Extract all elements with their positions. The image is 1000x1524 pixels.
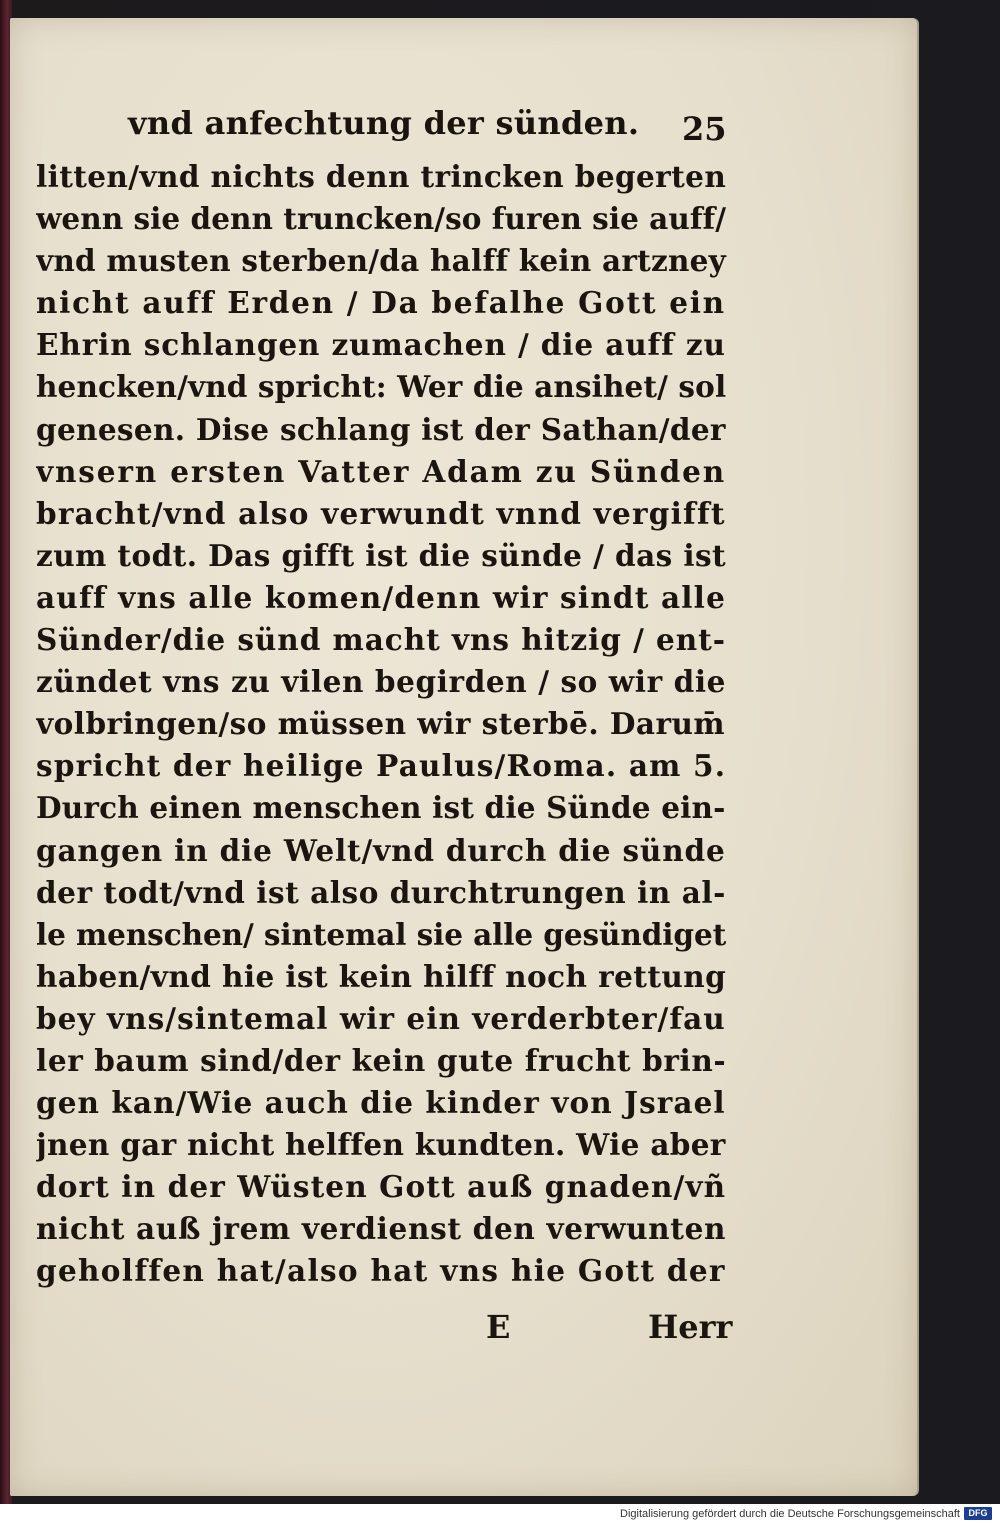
dfg-logo-icon: DFG <box>964 1507 992 1520</box>
footer-credit: Digitalisierung gefördert durch die Deutsche Forschungsgemeinschaft <box>620 1508 960 1520</box>
running-head: vnd anfechtung der sünden. <box>128 104 640 142</box>
text-line: Durch einen menschen ist die Sünde ein- <box>36 790 726 826</box>
page-number: 25 <box>682 110 727 148</box>
text-line: Sünder/die sünd macht vns hitzig / ent- <box>36 622 726 658</box>
text-line: auff vns alle komen/denn wir sindt alle <box>36 579 727 615</box>
text-line: hencken/vnd spricht: Wer die ansihet/ sol <box>36 369 727 405</box>
text-line: litten/vnd nichts denn trincken begerten <box>36 159 727 194</box>
text-line: spricht der heilige Paulus/Roma. am 5. <box>36 748 727 784</box>
text-line: le menschen/ sintemal sie alle gesündiget <box>36 916 727 952</box>
text-line: volbringen/so müssen wir sterbē. Darum̄ <box>36 706 726 742</box>
text-line: wenn sie denn truncken/so furen sie auff/ <box>36 201 727 237</box>
text-line: dort in der Wüsten Gott auß gnaden/vñ <box>36 1169 727 1205</box>
text-line: vnsern ersten Vatter Adam zu Sünden <box>36 453 727 489</box>
text-line: bracht/vnd also verwundt vnnd vergifft <box>36 495 726 531</box>
catchword: Herr <box>648 1308 733 1346</box>
text-line: bey vns/sintemal wir ein verderbter/fau <box>36 1000 726 1036</box>
text-line: Ehrin schlangen zumachen / die auff zu <box>36 327 726 363</box>
text-line: geholffen hat/also hat vns hie Gott der <box>36 1253 726 1289</box>
text-line: haben/vnd hie ist kein hilff noch rettung <box>36 958 727 994</box>
text-line: zündet vns zu vilen begirden / so wir die <box>36 664 727 700</box>
signature-mark: E <box>486 1308 511 1346</box>
text-line: ler baum sind/der kein gute frucht brin- <box>36 1042 727 1078</box>
text-line: zum todt. Das gifft ist die sünde / das ist <box>36 537 727 573</box>
text-line: jnen gar nicht helffen kundten. Wie aber <box>36 1127 726 1163</box>
catchword-row <box>36 1308 736 1354</box>
text-line: gen kan/Wie auch die kinder von Jsrael <box>36 1085 726 1121</box>
text-line: genesen. Dise schlang ist der Sathan/der <box>36 411 726 447</box>
text-line: vnd musten sterben/da halff kein artzney <box>36 243 726 279</box>
text-line: nicht auff Erden / Da befalhe Gott ein <box>36 285 726 321</box>
text-line: gangen in die Welt/vnd durch die sünde <box>36 832 726 868</box>
text-block <box>36 156 736 1293</box>
text-line: der todt/vnd ist also durchtrungen in al- <box>36 874 726 910</box>
text-line: nicht auß jrem verdienst den verwunten <box>36 1211 727 1247</box>
